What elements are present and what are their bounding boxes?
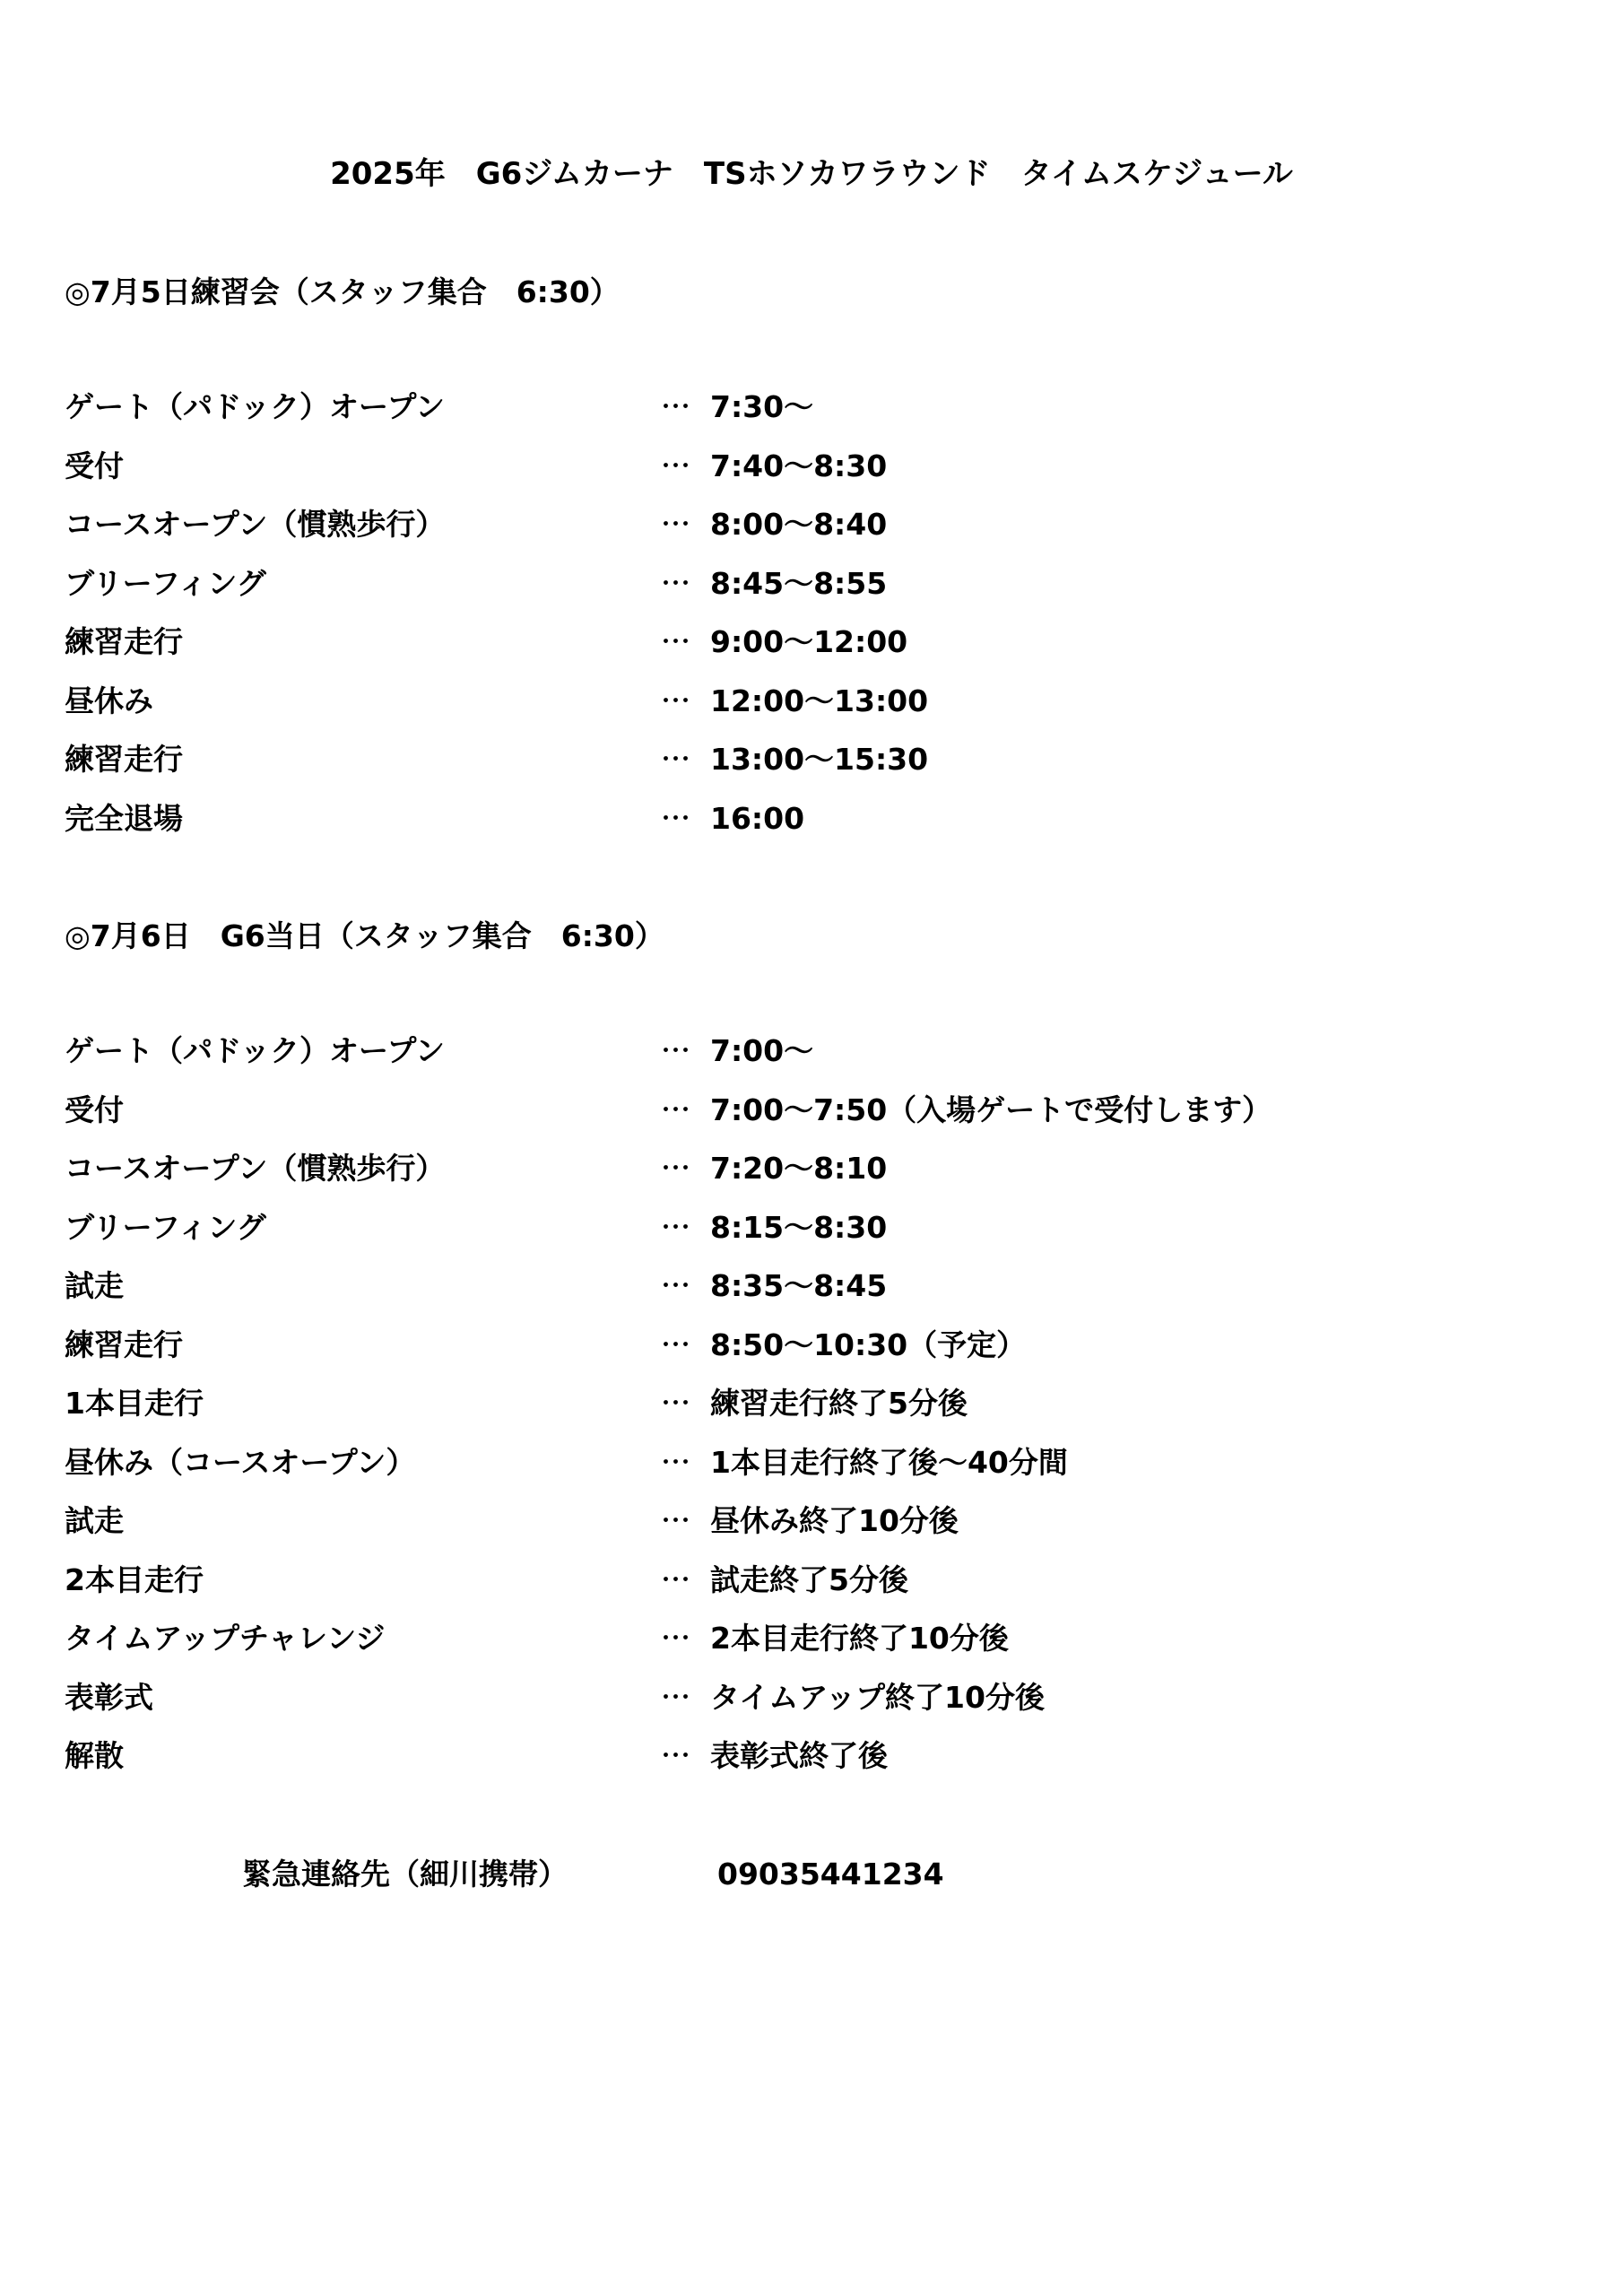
schedule-row — [65, 622, 1589, 682]
schedule-item-label: 表彰式 — [65, 1679, 153, 1715]
leader-dots: ･･･ — [661, 1686, 691, 1709]
schedule-item-label: 練習走行 — [65, 624, 183, 659]
leader-dots: ･･･ — [661, 1334, 691, 1357]
document-title: 2025年 G6ジムカーナ TSホソカワラウンド タイムスケジュール — [330, 156, 1293, 192]
schedule-item-value: 13:00～15:30 — [710, 742, 929, 777]
schedule-item-value: 8:00～8:40 — [710, 507, 888, 542]
leader-dots: ･･･ — [661, 1158, 691, 1180]
leader-dots: ･･･ — [661, 1275, 691, 1298]
schedule-item-time — [661, 505, 887, 545]
leader-dots: ･･･ — [661, 572, 691, 596]
schedule-item-time — [661, 1501, 959, 1542]
schedule-item-value: 7:40～8:30 — [710, 448, 888, 483]
schedule-item-time — [661, 682, 928, 722]
leader-dots: ･･･ — [661, 749, 691, 771]
leader-dots: ･･･ — [661, 514, 691, 536]
leader-dots: ･･･ — [661, 455, 691, 478]
schedule-item-value: 9:00～12:00 — [710, 624, 908, 659]
schedule-item-value: 8:15～8:30 — [710, 1209, 888, 1245]
schedule-row — [65, 682, 1589, 741]
schedule-item-time — [661, 1091, 1271, 1131]
schedule-row — [65, 1266, 1589, 1326]
schedule-item-time — [661, 1031, 813, 1072]
schedule-item-time — [661, 1443, 1068, 1483]
schedule-item-value: 1本目走行終了後～40分間 — [710, 1444, 1068, 1480]
schedule-item-value: 表彰式終了後 — [710, 1738, 888, 1773]
schedule-item-value: 8:45～8:55 — [710, 565, 888, 601]
leader-dots: ･･･ — [661, 1099, 691, 1122]
schedule-item-label: コースオープン（慣熟歩行） — [65, 1151, 446, 1186]
schedule-item-label: タイムアップチャレンジ — [65, 1621, 386, 1656]
schedule-item-time — [661, 1678, 1045, 1718]
leader-dots: ･･･ — [661, 1745, 691, 1768]
schedule-row — [65, 1561, 1589, 1620]
day2-schedule — [65, 1031, 1589, 1796]
schedule-item-time — [661, 1208, 887, 1248]
leader-dots: ･･･ — [661, 1451, 691, 1474]
schedule-item-label: 2本目走行 — [65, 1561, 204, 1597]
schedule-item-value: 練習走行終了5分後 — [710, 1386, 968, 1421]
leader-dots: ･･･ — [661, 1510, 691, 1533]
schedule-row — [65, 1384, 1589, 1443]
schedule-item-label: 1本目走行 — [65, 1386, 204, 1421]
schedule-item-label: ゲート（パドック）オープン — [65, 1033, 446, 1068]
day1-schedule — [65, 387, 1589, 857]
schedule-item-value: 2本目走行終了10分後 — [710, 1621, 1009, 1656]
schedule-item-time — [661, 1561, 908, 1601]
schedule-item-time — [661, 1384, 968, 1424]
schedule-row — [65, 564, 1589, 623]
schedule-item-value: 試走終了5分後 — [710, 1561, 908, 1597]
schedule-item-time — [661, 1266, 887, 1307]
schedule-row — [65, 740, 1589, 799]
schedule-item-label: ゲート（パドック）オープン — [65, 389, 446, 424]
schedule-row — [65, 1501, 1589, 1561]
schedule-item-time — [661, 387, 813, 428]
schedule-item-time — [661, 1149, 887, 1189]
schedule-row — [65, 447, 1589, 506]
schedule-item-label: 完全退場 — [65, 800, 183, 836]
schedule-row — [65, 387, 1589, 447]
leader-dots: ･･･ — [661, 1393, 691, 1415]
schedule-item-label: ブリーフィング — [65, 1209, 266, 1245]
schedule-row — [65, 1619, 1589, 1678]
schedule-item-label: 試走 — [65, 1503, 124, 1538]
schedule-row — [65, 1149, 1589, 1208]
schedule-item-value: 7:00～7:50（入場ゲートで受付します） — [710, 1091, 1272, 1127]
leader-dots: ･･･ — [661, 1216, 691, 1239]
schedule-item-label: 解散 — [65, 1738, 124, 1773]
schedule-item-time — [661, 740, 928, 780]
schedule-row — [65, 1031, 1589, 1091]
schedule-row — [65, 505, 1589, 564]
leader-dots: ･･･ — [661, 1040, 691, 1063]
schedule-item-time — [661, 799, 804, 839]
schedule-item-value: 8:50～10:30（予定） — [710, 1326, 1027, 1362]
schedule-row — [65, 1678, 1589, 1737]
schedule-item-time — [661, 447, 887, 487]
schedule-item-time — [661, 564, 887, 604]
schedule-item-value: 7:00～ — [710, 1033, 814, 1068]
emergency-contact-label: 緊急連絡先（細川携帯） — [242, 1857, 568, 1892]
schedule-item-label: 練習走行 — [65, 742, 183, 777]
schedule-item-value: 昼休み終了10分後 — [710, 1503, 959, 1538]
schedule-row — [65, 1326, 1589, 1385]
schedule-item-label: 受付 — [65, 448, 124, 483]
schedule-item-value: 16:00 — [710, 800, 805, 836]
schedule-row — [65, 799, 1589, 858]
schedule-item-label: 受付 — [65, 1091, 124, 1127]
leader-dots: ･･･ — [661, 631, 691, 654]
schedule-item-time — [661, 1736, 888, 1777]
schedule-item-label: 試走 — [65, 1268, 124, 1303]
schedule-item-label: コースオープン（慣熟歩行） — [65, 507, 446, 542]
schedule-row — [65, 1208, 1589, 1267]
emergency-contact-number: 09035441234 — [717, 1857, 944, 1892]
schedule-row — [65, 1736, 1589, 1796]
schedule-item-time — [661, 622, 907, 663]
schedule-item-value: 12:00～13:00 — [710, 683, 929, 718]
schedule-item-label: 昼休み — [65, 683, 153, 718]
day2-heading: ◎7月6日 G6当日（スタッフ集合 6:30） — [65, 918, 664, 953]
schedule-item-label: ブリーフィング — [65, 565, 266, 601]
schedule-row — [65, 1091, 1589, 1150]
schedule-item-value: 8:35～8:45 — [710, 1268, 888, 1303]
schedule-item-time — [661, 1326, 1026, 1366]
leader-dots: ･･･ — [661, 1628, 691, 1650]
leader-dots: ･･･ — [661, 807, 691, 831]
leader-dots: ･･･ — [661, 1569, 691, 1592]
leader-dots: ･･･ — [661, 396, 691, 419]
schedule-item-time — [661, 1619, 1009, 1659]
schedule-row — [65, 1443, 1589, 1502]
leader-dots: ･･･ — [661, 690, 691, 713]
schedule-item-label: 昼休み（コースオープン） — [65, 1444, 416, 1480]
schedule-item-value: タイムアップ終了10分後 — [710, 1679, 1045, 1715]
schedule-item-value: 7:20～8:10 — [710, 1151, 888, 1186]
day1-heading: ◎7月5日練習会（スタッフ集合 6:30） — [65, 274, 620, 309]
schedule-item-value: 7:30～ — [710, 389, 814, 424]
schedule-item-label: 練習走行 — [65, 1326, 183, 1362]
